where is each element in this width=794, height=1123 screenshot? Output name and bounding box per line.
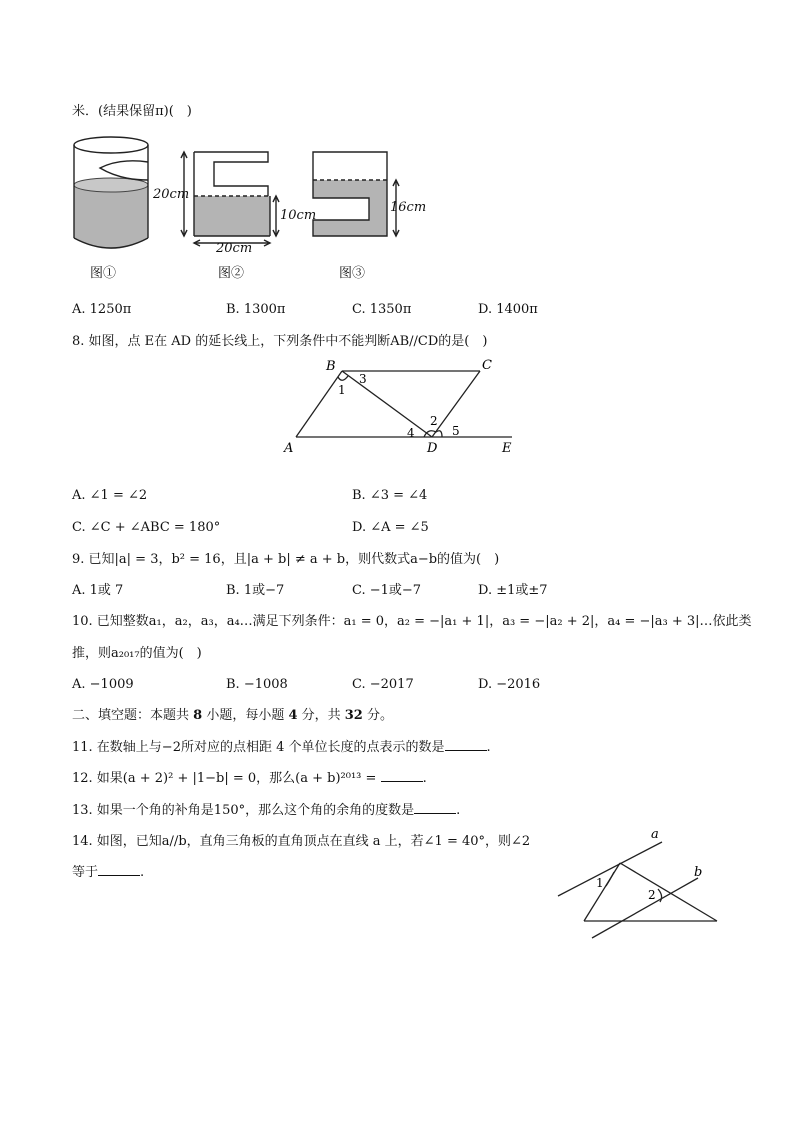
q7-option-d: D. 1400π	[478, 302, 538, 317]
angle-1-label: 1	[596, 876, 604, 890]
section-2-heading: 二、填空题：本题共 8 小题，每小题 4 分，共 32 分。	[72, 708, 393, 723]
q11: 11. 在数轴上与−2所对应的点相距 4 个单位长度的点表示的数是 .	[72, 740, 491, 755]
q10-stem-line2: 推，则a₂₀₁₇的值为( )	[72, 646, 202, 661]
figure-label-1: 图①	[90, 266, 117, 281]
point-d-label: D	[427, 441, 438, 456]
q10-option-b: B. −1008	[226, 677, 288, 692]
q8-stem: 8. 如图，点 E在 AD 的延长线上，下列条件中不能判断AB//CD的是( )	[72, 334, 488, 349]
point-a-label: A	[284, 441, 294, 456]
point-c-label: C	[482, 358, 492, 373]
figure-label-2: 图②	[218, 266, 245, 281]
q10-stem-line1: 10. 已知整数a₁，a₂，a₃，a₄…满足下列条件：a₁ = 0，a₂ = −|a₁ + 1|，a₃ = −|a₂ + 2|，a₄ = −|a₃ + 3|…依此类	[72, 614, 752, 629]
figure-label-3: 图③	[339, 266, 366, 281]
point-e-label: E	[502, 441, 512, 456]
angle-1-label: 1	[338, 383, 346, 397]
height-label: 20cm	[153, 187, 190, 202]
angle-2-label: 2	[648, 888, 656, 902]
q8-option-a: A. ∠1 = ∠2	[72, 488, 148, 503]
q14-line2: 等于 .	[72, 865, 145, 880]
q14-line1: 14. 如图，已知a//b，直角三角板的直角顶点在直线 a 上，若∠1 = 40°，则∠2	[72, 834, 531, 849]
width-label: 20cm	[216, 241, 253, 256]
fig3-water-label: 16cm	[390, 200, 427, 215]
angle-2-label: 2	[430, 414, 438, 428]
q9-option-a: A. 1或 7	[72, 583, 124, 598]
angle-4-label: 4	[407, 426, 415, 440]
q9-option-c: C. −1或−7	[352, 583, 422, 598]
angle-5-label: 5	[452, 424, 460, 438]
q7-stem-tail: 米．(结果保留π)( )	[72, 104, 192, 119]
q9-option-d: D. ±1或±7	[478, 583, 548, 598]
point-b-label: B	[326, 359, 336, 374]
q10-option-a: A. −1009	[72, 677, 134, 692]
water-height-label: 10cm	[280, 208, 317, 223]
q9-stem: 9. 已知|a| = 3，b² = 16，且|a + b| ≠ a + b，则代数式a−b的值为( )	[72, 552, 500, 567]
q10-option-c: C. −2017	[352, 677, 414, 692]
q13: 13. 如果一个角的补角是150°，那么这个角的余角的度数是 .	[72, 803, 461, 818]
line-a-label: a	[651, 827, 659, 842]
q9-option-b: B. 1或−7	[226, 583, 285, 598]
q10-option-d: D. −2016	[478, 677, 541, 692]
q8-option-c: C. ∠C + ∠ABC = 180°	[72, 520, 221, 535]
q7-option-c: C. 1350π	[352, 302, 412, 317]
q8-option-b: B. ∠3 = ∠4	[352, 488, 428, 503]
q7-option-b: B. 1300π	[226, 302, 286, 317]
q12: 12. 如果(a + 2)² + |1−b| = 0，那么(a + b)²⁰¹³ = .	[72, 771, 427, 786]
line-b-label: b	[694, 865, 703, 880]
q8-option-d: D. ∠A = ∠5	[352, 520, 429, 535]
q7-option-a: A. 1250π	[72, 302, 132, 317]
angle-3-label: 3	[359, 372, 367, 386]
